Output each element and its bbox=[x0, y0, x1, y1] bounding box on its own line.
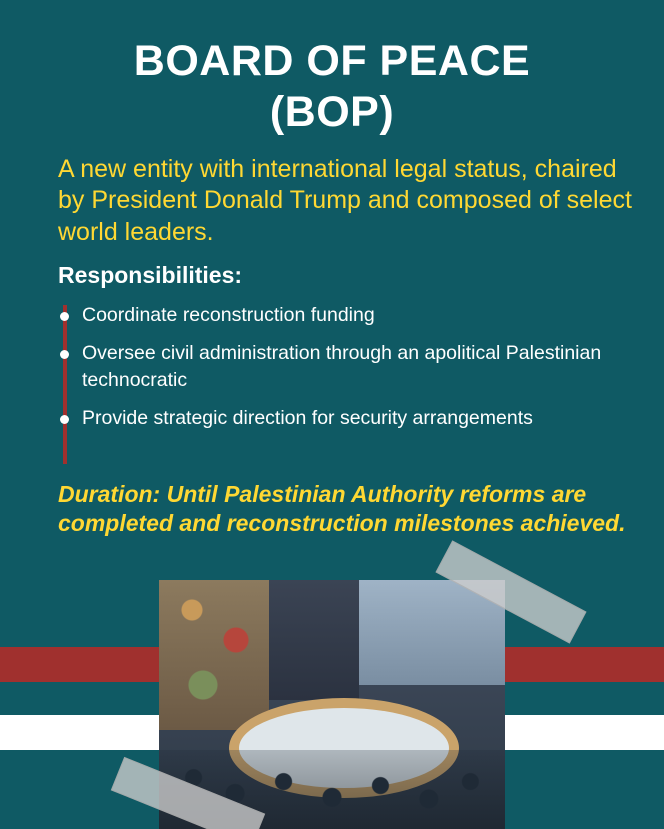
list-item bbox=[60, 405, 620, 431]
list-item bbox=[60, 340, 620, 393]
photo-wall-dark bbox=[269, 580, 359, 700]
list-item-text: Oversee civil administration through an apolitical Palestinian technocratic bbox=[82, 342, 602, 391]
responsibilities-list bbox=[60, 302, 620, 443]
responsibilities-heading: Responsibilities: bbox=[58, 262, 243, 288]
list-item-text: Provide strategic direction for security arrangements bbox=[82, 406, 533, 429]
title-line-2: (BOP) bbox=[269, 87, 395, 136]
duration-text: Duration: Until Palestinian Authority reforms are completed and reconstruction milestones achieved. bbox=[58, 481, 626, 536]
photo-mural bbox=[159, 580, 269, 730]
bullet-dot-icon bbox=[60, 350, 69, 359]
bullet-dot-icon bbox=[60, 415, 69, 424]
page-title bbox=[0, 36, 664, 137]
list-item-text: Coordinate reconstruction funding bbox=[82, 304, 375, 326]
title-line-1: BOARD OF PEACE bbox=[133, 37, 531, 85]
bullet-dot-icon bbox=[60, 312, 69, 321]
lead-text: A new entity with international legal status, chaired by President Donald Trump and composed of select world leaders. bbox=[58, 155, 632, 246]
list-item bbox=[60, 302, 620, 328]
